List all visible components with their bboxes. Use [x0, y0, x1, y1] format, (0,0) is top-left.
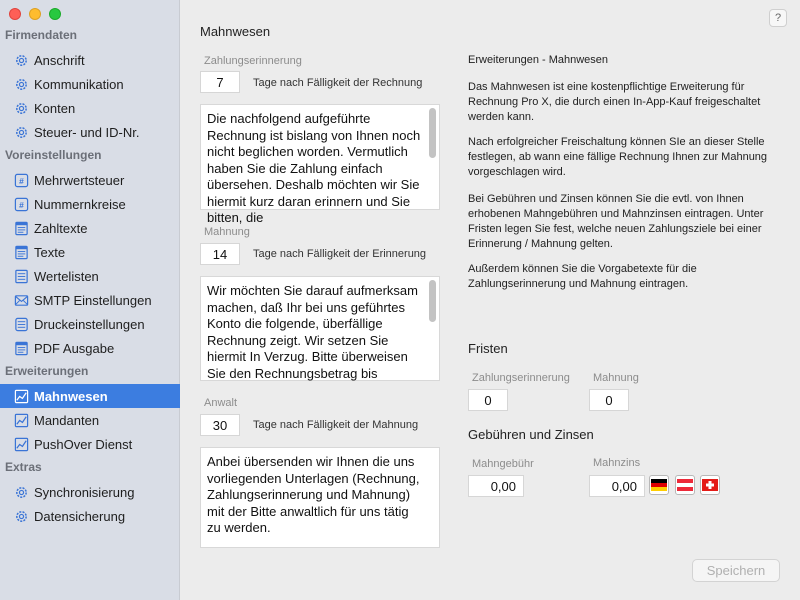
- sidebar-item-konten[interactable]: [0, 96, 180, 120]
- main-panel: [181, 0, 800, 600]
- document-icon: [14, 221, 29, 236]
- sidebar-item-label: Mehrwertsteuer: [34, 172, 125, 188]
- sidebar-item-label: Nummernkreise: [34, 196, 126, 212]
- sidebar-item-label: Texte: [34, 244, 66, 260]
- lawyer-text-area[interactable]: [200, 447, 440, 548]
- sidebar-item-nummernkreise[interactable]: [0, 192, 180, 216]
- interest-label: Mahnzins: [593, 457, 641, 469]
- gear-icon: [14, 509, 29, 524]
- sidebar-item-texte[interactable]: [0, 240, 180, 264]
- sidebar-item-label: SMTP Einstellungen: [34, 292, 152, 308]
- sidebar-item-label: Zahltexte: [34, 220, 88, 236]
- deadline-reminder-label: Zahlungserinnerung: [472, 372, 570, 384]
- interest-input[interactable]: 0,00: [589, 475, 645, 497]
- sidebar-item-pushover[interactable]: [0, 432, 180, 456]
- lawyer-days-label: Tage nach Fälligkeit der Mahnung: [253, 419, 419, 431]
- deadlines-heading: Fristen: [468, 341, 508, 356]
- dunning-label: Mahnung: [204, 226, 250, 238]
- sidebar: [0, 0, 180, 600]
- sidebar-item-label: PDF Ausgabe: [34, 340, 115, 356]
- save-button[interactable]: Speichern: [692, 559, 780, 582]
- gear-icon: [14, 125, 29, 140]
- info-paragraph-1: Das Mahnwesen ist eine kostenpflichtige Erweiterung für Rechnung Pro X, die durch einen In-App-Kauf freigeschaltet werden kann.: [468, 81, 761, 123]
- gear-icon: [14, 53, 29, 68]
- sidebar-item-synchronisierung[interactable]: [0, 480, 180, 504]
- list-icon: [14, 269, 29, 284]
- svg-text:#: #: [19, 199, 24, 210]
- sidebar-item-label: Mahnwesen: [34, 388, 108, 404]
- help-button[interactable]: ?: [769, 9, 787, 27]
- lawyer-label: Anwalt: [204, 397, 238, 409]
- reminder-days-input[interactable]: 7: [200, 71, 240, 93]
- chart-icon: [14, 413, 29, 428]
- gear-icon: [14, 485, 29, 500]
- sidebar-item-label: Anschrift: [34, 52, 85, 68]
- sidebar-section-extras: Extras: [5, 460, 42, 474]
- dunning-scrollbar[interactable]: [429, 280, 436, 322]
- sidebar-item-mehrwertsteuer[interactable]: [0, 168, 180, 192]
- sidebar-section-firmendaten: Firmendaten: [5, 28, 78, 42]
- switzerland-flag-icon[interactable]: [700, 475, 720, 495]
- sidebar-item-anschrift[interactable]: [0, 48, 180, 72]
- reminder-text-area[interactable]: [200, 104, 440, 225]
- reminder-text: Die nachfolgend aufgeführte Rechnung ist bislang von Ihnen noch nicht beglichen worden. Vermutlich haben Sie die Zahlung einfach übersehen. Deshalb möchten wir Sie hiermit kurz daran erinnern und Sie bitten, die: [207, 111, 421, 225]
- chart-icon: [14, 389, 29, 404]
- sidebar-section-erweiterungen: Erweiterungen: [5, 364, 89, 378]
- gear-icon: [14, 77, 29, 92]
- dunning-days-input[interactable]: 14: [200, 243, 240, 265]
- sidebar-item-label: Kommunikation: [34, 76, 124, 92]
- sidebar-item-zahltexte[interactable]: [0, 216, 180, 240]
- document-icon: [14, 341, 29, 356]
- sidebar-item-smtp[interactable]: [0, 288, 180, 312]
- fee-label: Mahngebühr: [472, 458, 534, 470]
- zoom-window-button[interactable]: [49, 8, 61, 20]
- envelope-icon: [14, 293, 29, 308]
- lawyer-text: Anbei übersenden wir Ihnen die uns vorliegenden Unterlagen (Rechnung, Zahlungserinnerung und Mahnung) mit der Bitte anwaltlich für uns tätig zu werden.: [207, 454, 420, 535]
- sidebar-item-label: Steuer- und ID-Nr.: [34, 124, 140, 140]
- sidebar-section-voreinstellungen: Voreinstellungen: [5, 148, 102, 162]
- chart-icon: [14, 437, 29, 452]
- sidebar-item-datensicherung[interactable]: [0, 504, 180, 528]
- page-title: Mahnwesen: [200, 24, 271, 39]
- document-icon: [14, 245, 29, 260]
- austria-flag-icon[interactable]: [675, 475, 695, 495]
- sidebar-item-label: PushOver Dienst: [34, 436, 133, 452]
- info-paragraph-2: Nach erfolgreicher Freischaltung können SIe an dieser Stelle festlegen, ab wann eine fällige Rechnung Ihnen zur Mahnung vorgeschlagen wird.: [468, 136, 768, 178]
- sidebar-item-label: Konten: [34, 100, 76, 116]
- gear-icon: [14, 101, 29, 116]
- sidebar-item-mahnwesen[interactable]: [0, 384, 180, 408]
- reminder-days-label: Tage nach Fälligkeit der Rechnung: [253, 77, 423, 89]
- fee-input[interactable]: 0,00: [468, 475, 524, 497]
- hash-icon: [14, 173, 29, 188]
- germany-flag-icon[interactable]: [649, 475, 669, 495]
- reminder-label: Zahlungserinnerung: [204, 55, 302, 67]
- dunning-text-area[interactable]: [200, 276, 440, 381]
- sidebar-item-pdf-ausgabe[interactable]: [0, 336, 180, 360]
- sidebar-item-label: Druckeinstellungen: [34, 316, 145, 332]
- minimize-window-button[interactable]: [29, 8, 41, 20]
- window-controls: [9, 8, 61, 20]
- svg-text:#: #: [19, 175, 24, 186]
- info-paragraph-4: Außerdem können Sie die Vorgabetexte für die Zahlungserinnerung und Mahnung eintragen.: [468, 263, 697, 290]
- sidebar-item-label: Datensicherung: [34, 508, 126, 524]
- sidebar-item-mandanten[interactable]: [0, 408, 180, 432]
- fees-heading: Gebühren und Zinsen: [468, 427, 594, 442]
- sidebar-item-label: Mandanten: [34, 412, 100, 428]
- deadline-dunning-input[interactable]: 0: [589, 389, 629, 411]
- lawyer-days-input[interactable]: 30: [200, 414, 240, 436]
- deadline-reminder-input[interactable]: 0: [468, 389, 508, 411]
- hash-icon: [14, 197, 29, 212]
- sidebar-item-label: Wertelisten: [34, 268, 99, 284]
- sidebar-item-label: Synchronisierung: [34, 484, 135, 500]
- close-window-button[interactable]: [9, 8, 21, 20]
- printer-icon: [14, 317, 29, 332]
- sidebar-item-kommunikation[interactable]: [0, 72, 180, 96]
- info-title: Erweiterungen - Mahnwesen: [468, 54, 609, 66]
- sidebar-item-druckeinstellungen[interactable]: [0, 312, 180, 336]
- info-paragraph-3: Bei Gebühren und Zinsen können Sie die evtl. von Ihnen erhobenen Mahngebühren und Mahnzinsen eintragen. Unter Fristen legen Sie fest, welche neuen Zahlungsziele bei einer Erinnerung / Mahnung gelten.: [468, 193, 764, 250]
- deadline-dunning-label: Mahnung: [593, 372, 639, 384]
- sidebar-item-wertelisten[interactable]: [0, 264, 180, 288]
- reminder-scrollbar[interactable]: [429, 108, 436, 158]
- dunning-text: Wir möchten Sie darauf aufmerksam machen, daß Ihr bei uns geführtes Konto die folgende, überfällige Rechnung zeigt. Wir setzen Sie hiermit In Verzug. Bitte überweisen Sie den Rechnungsbetrag bis: [207, 283, 418, 381]
- dunning-days-label: Tage nach Fälligkeit der Erinnerung: [253, 248, 427, 260]
- sidebar-item-steuer[interactable]: [0, 120, 180, 144]
